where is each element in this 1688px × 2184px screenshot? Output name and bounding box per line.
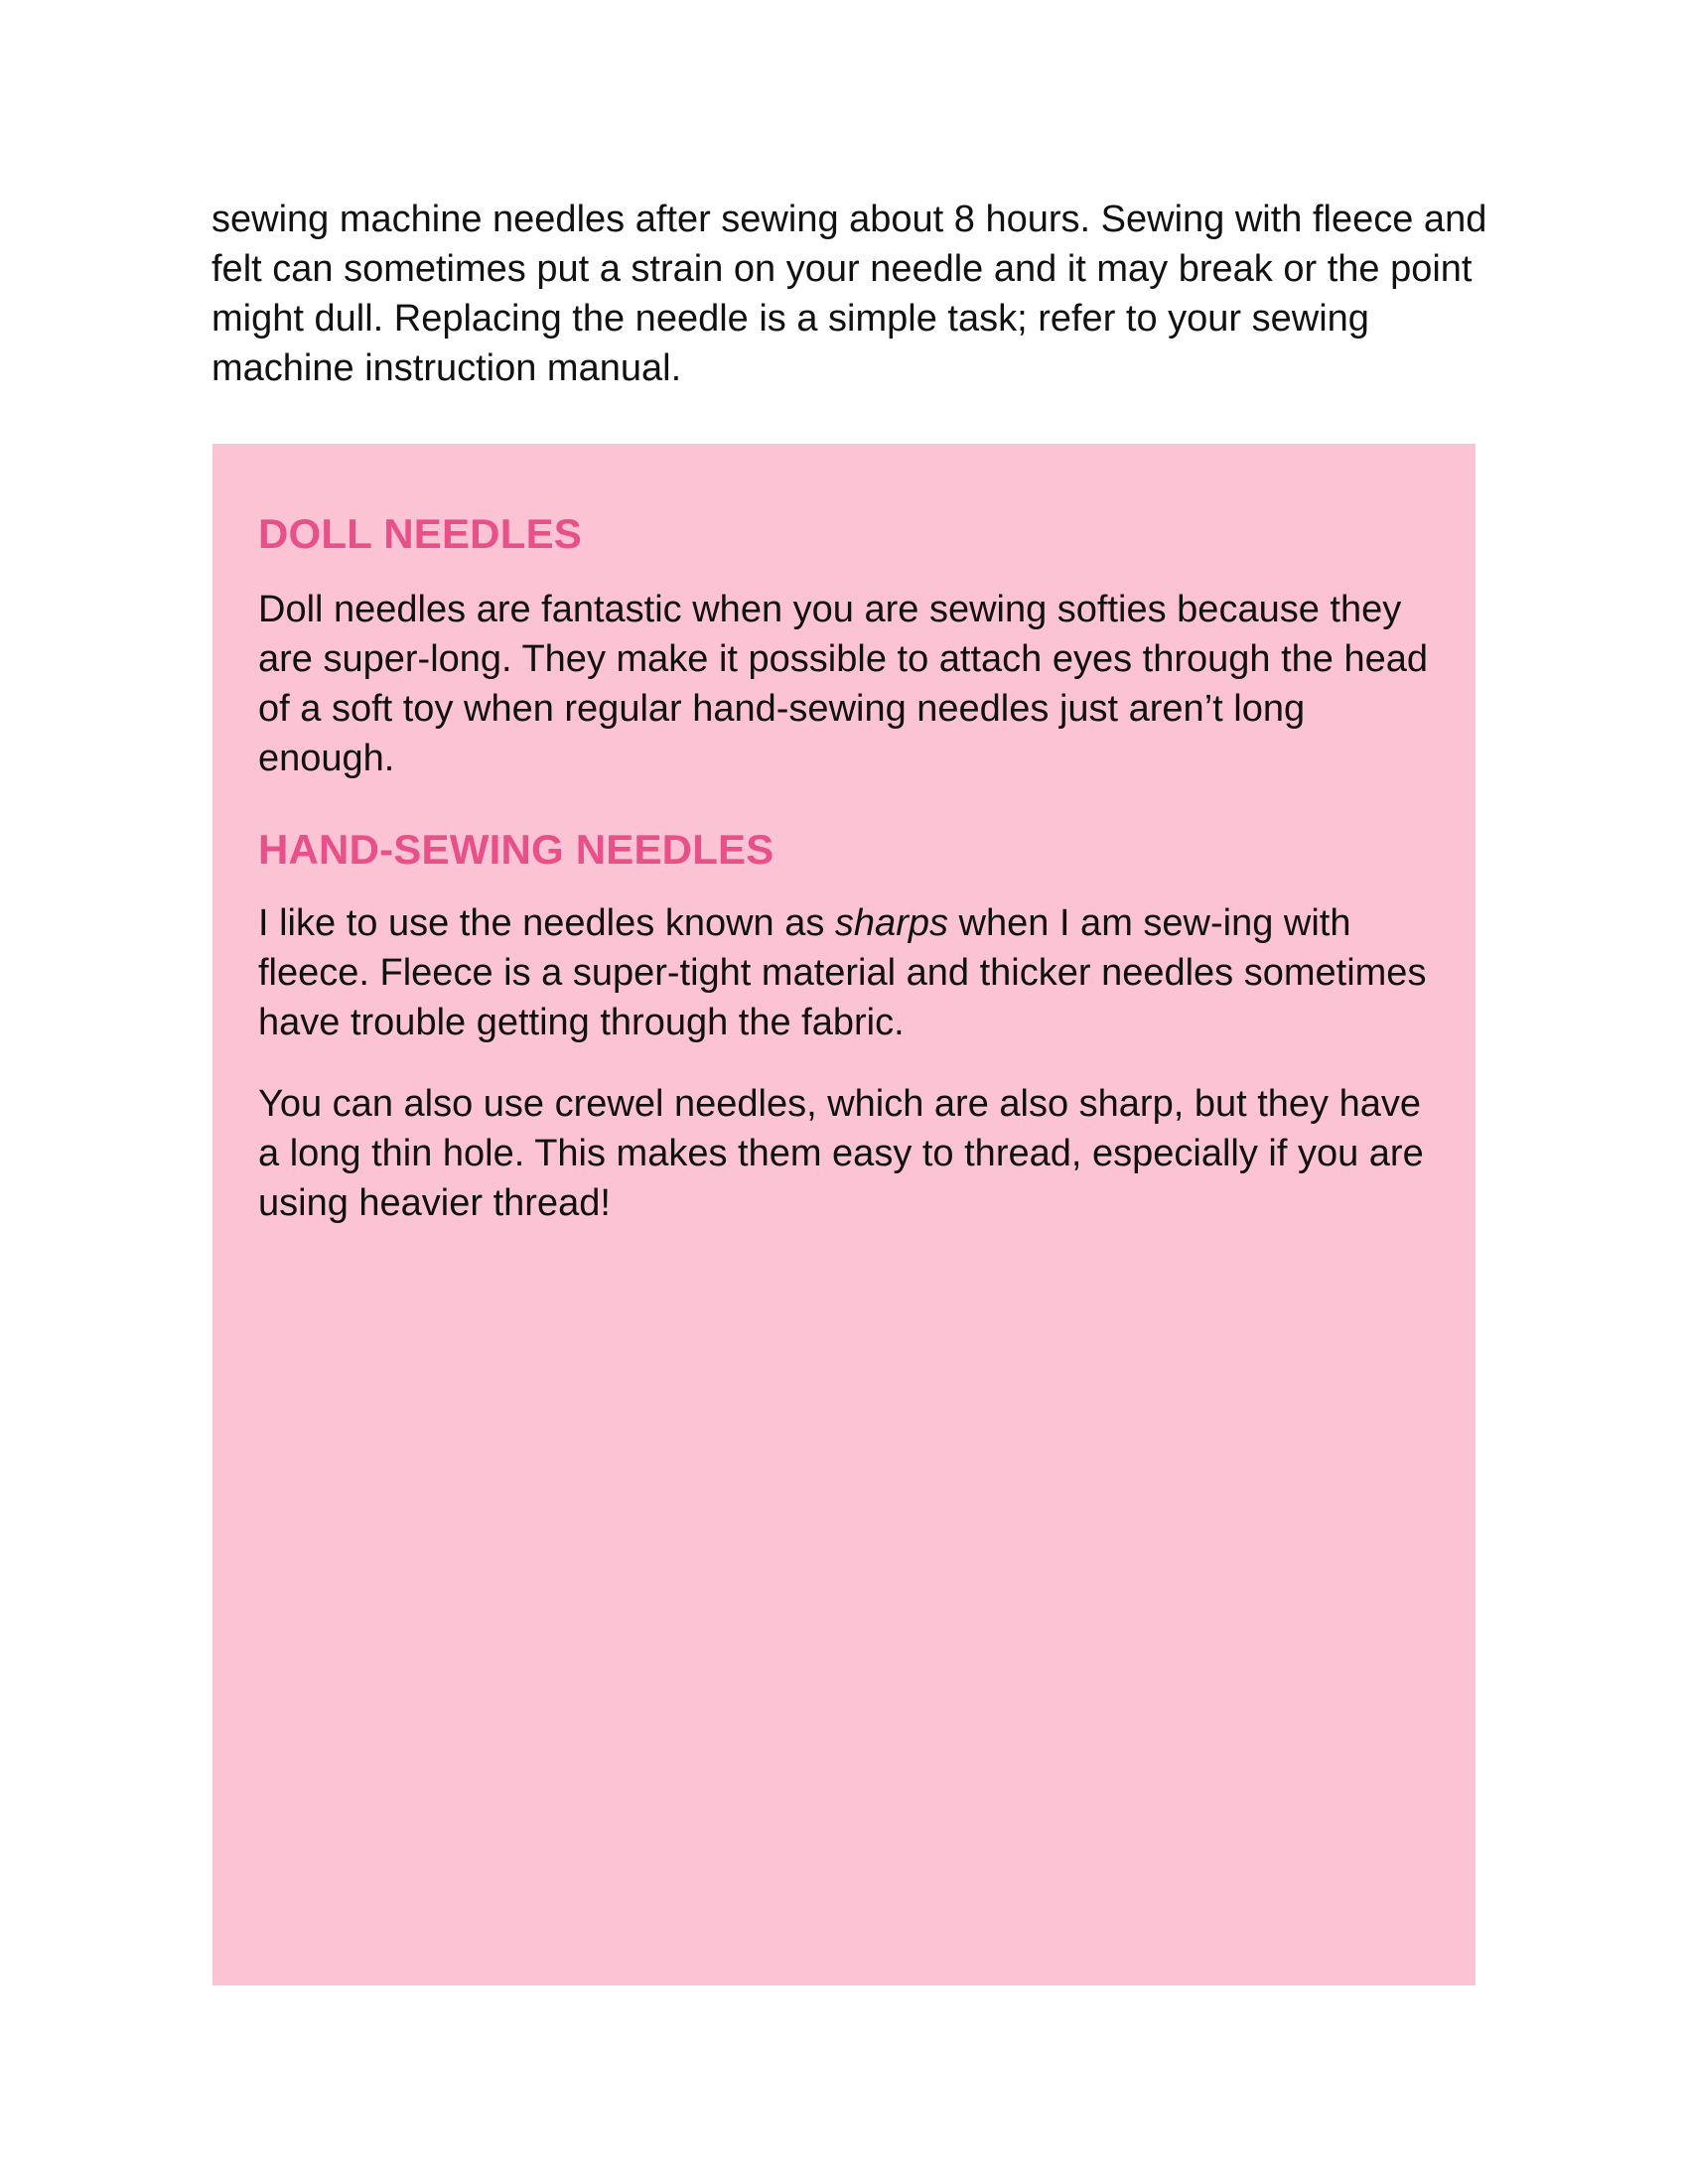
doll-needles-heading: DOLL NEEDLES <box>258 510 582 557</box>
hand-sewing-needles-heading: HAND-SEWING NEEDLES <box>258 826 774 873</box>
needles-sidebar-box <box>212 444 1476 1985</box>
intro-paragraph: sewing machine needles after sewing about 8 hours. Sewing with fleece and felt can sometimes put a strain on your needle and it may break or the point might dull. Replacing the needle is a simple task; refer to your sewing machine instruction manual. <box>211 199 1487 389</box>
crewel-needles-paragraph: You can also use crewel needles, which are also sharp, but they have a long thin hole. This makes them easy to thread, especially if you are using heavier thread! <box>258 1083 1424 1224</box>
sharps-paragraph-start: I like to use the needles known as <box>258 902 835 944</box>
doll-needles-paragraph: Doll needles are fantastic when you are sewing softies because they are super-long. They make it possible to attach eyes through the head of a soft toy when regular hand-sewing needles just aren’t long enough. <box>258 589 1429 779</box>
sharps-paragraph-end: when I am sew-ing with fleece. Fleece is a super-tight material and thicker needles sometimes have trouble getting through the fabric. <box>258 902 1427 1043</box>
sharps-emphasis: sharps <box>834 902 948 944</box>
sharps-paragraph <box>258 898 1430 1047</box>
